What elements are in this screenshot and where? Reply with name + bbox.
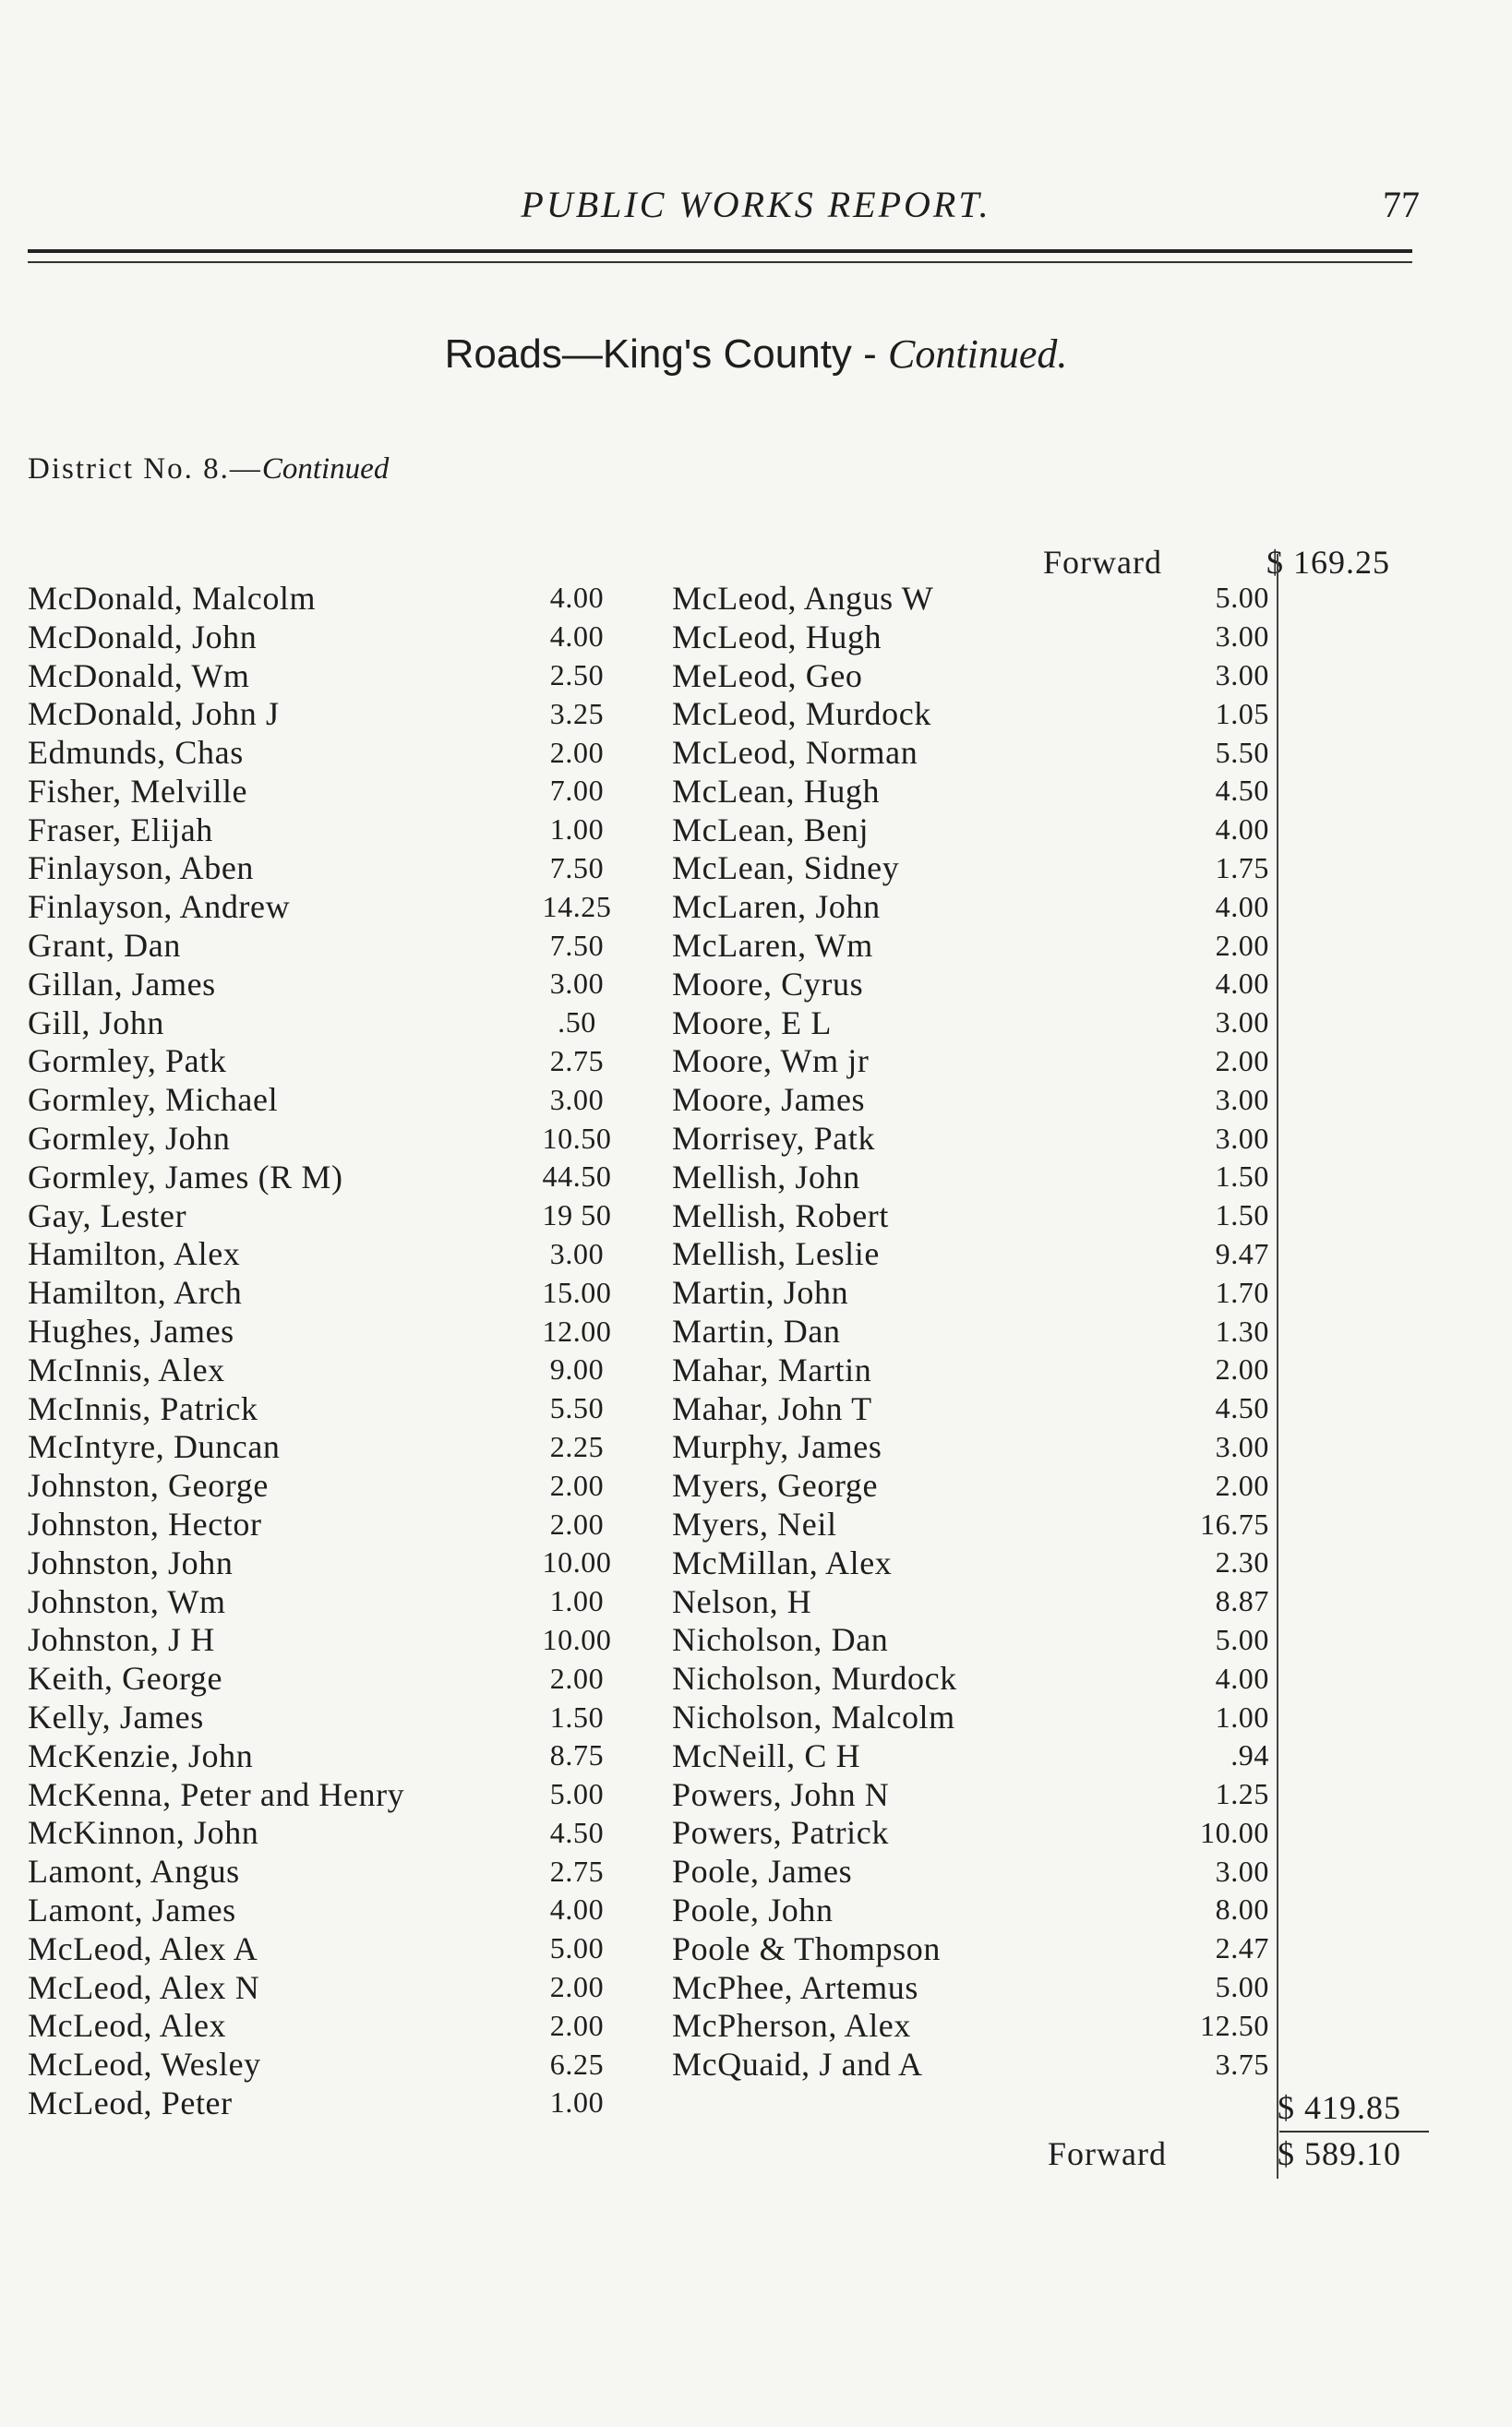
ledger-row xyxy=(28,656,628,695)
ledger-row xyxy=(28,1544,628,1582)
entry-name: McLeod, Norman xyxy=(672,734,918,772)
ledger-row xyxy=(672,1698,1277,1736)
entry-amount: 2.00 xyxy=(1215,1352,1269,1387)
ledger-row xyxy=(28,1505,628,1544)
entry-name: Keith, George xyxy=(28,1660,223,1698)
entry-name: Kelly, James xyxy=(28,1699,204,1736)
entry-amount: 16.75 xyxy=(1200,1507,1269,1541)
entry-amount: 8.00 xyxy=(1215,1892,1269,1927)
entry-amount: 15.00 xyxy=(542,1275,612,1309)
header-rule-thick xyxy=(28,249,1412,253)
entry-name: Mellish, Leslie xyxy=(672,1235,880,1273)
entry-amount: 19 50 xyxy=(542,1198,612,1232)
ledger-row xyxy=(672,1273,1277,1312)
entry-amount: 3.00 xyxy=(549,1082,605,1116)
entry-name: Gill, John xyxy=(28,1003,165,1041)
entry-name: Hamilton, Alex xyxy=(28,1235,241,1273)
district-continued: Continued xyxy=(261,452,390,486)
entry-name: Gillan, James xyxy=(28,965,216,1003)
ledger-row xyxy=(672,811,1277,849)
ledger-row xyxy=(28,1968,628,2007)
entry-name: McPhee, Artemus xyxy=(672,1968,918,2006)
entry-amount: 3.00 xyxy=(1215,1121,1269,1155)
ledger-row xyxy=(672,1544,1277,1582)
ledger-row xyxy=(28,1775,628,1814)
ledger-row xyxy=(672,1466,1277,1505)
entry-amount: 3.25 xyxy=(549,696,605,730)
ledger-row xyxy=(672,2006,1277,2045)
entry-name: McKenzie, John xyxy=(28,1736,254,1774)
entry-name: Murphy, James xyxy=(672,1428,882,1466)
entry-amount: 10.50 xyxy=(542,1121,612,1155)
ledger-row xyxy=(672,1196,1277,1235)
entry-name: McKenna, Peter and Henry xyxy=(28,1775,405,1813)
entry-amount: 2.00 xyxy=(549,2008,605,2042)
entry-name: Hamilton, Arch xyxy=(28,1274,243,1312)
entry-name: Nicholson, Dan xyxy=(672,1621,889,1659)
ledger-row xyxy=(28,926,628,965)
entry-name: McLaren, Wm xyxy=(672,927,873,965)
entry-name: Poole, James xyxy=(672,1853,853,1891)
entry-name: Mahar, Martin xyxy=(672,1351,872,1388)
entry-amount: 10.00 xyxy=(542,1622,612,1656)
ledger-row xyxy=(28,1042,628,1081)
ledger-row xyxy=(28,579,628,618)
subtotal-rule xyxy=(1279,2131,1429,2133)
ledger-row xyxy=(28,1929,628,1968)
entry-name: Martin, Dan xyxy=(672,1313,841,1351)
entry-name: Grant, Dan xyxy=(28,927,181,965)
entry-amount: 1.70 xyxy=(1215,1275,1269,1309)
section-title xyxy=(0,330,1512,378)
entry-amount: 4.00 xyxy=(549,619,605,654)
entry-amount: 44.50 xyxy=(542,1159,612,1194)
entry-amount: 2.75 xyxy=(549,1043,605,1077)
ledger-row xyxy=(672,1158,1277,1196)
entry-name: McInnis, Alex xyxy=(28,1351,225,1388)
entry-name: McLeod, Murdock xyxy=(672,695,931,733)
entry-amount: 4.00 xyxy=(1215,967,1269,1001)
entry-name: Gormley, John xyxy=(28,1120,231,1158)
district-heading xyxy=(28,452,389,487)
entry-name: Moore, James xyxy=(672,1081,866,1119)
ledger-row xyxy=(28,2084,628,2122)
forward-top-label: Forward xyxy=(1043,544,1162,581)
entry-name: McLeod, Angus W xyxy=(672,579,934,617)
entry-amount: 1.00 xyxy=(549,812,605,847)
ledger-row xyxy=(672,1312,1277,1351)
entry-name: Johnston, J H xyxy=(28,1621,215,1659)
entry-name: Moore, Wm jr xyxy=(672,1042,870,1080)
entry-name: Powers, Patrick xyxy=(672,1814,889,1852)
ledger-row xyxy=(672,1814,1277,1853)
ledger-row xyxy=(28,1196,628,1235)
entry-amount: 4.50 xyxy=(1215,1391,1269,1425)
entry-amount: 10.00 xyxy=(542,1545,612,1580)
ledger-row xyxy=(28,733,628,772)
page-number: 77 xyxy=(1383,184,1420,225)
entry-name: McDonald, John J xyxy=(28,695,280,733)
entry-amount: 8.75 xyxy=(549,1738,605,1772)
ledger-row xyxy=(28,965,628,1003)
entry-name: McLean, Sidney xyxy=(672,849,900,887)
ledger-row xyxy=(28,1158,628,1196)
entry-amount: 5.00 xyxy=(549,1931,605,1965)
entry-amount: 2.00 xyxy=(1215,1468,1269,1502)
entry-amount: 1.00 xyxy=(549,1584,605,1618)
entry-amount: 1.50 xyxy=(1215,1159,1269,1194)
entry-amount: 3.00 xyxy=(549,1236,605,1270)
forward-top-amount: $ 169.25 xyxy=(1266,544,1390,581)
ledger-row xyxy=(28,849,628,888)
ledger-row xyxy=(28,618,628,656)
entry-name: Martin, John xyxy=(672,1274,849,1312)
entry-amount: 7.00 xyxy=(549,774,605,808)
entry-name: Myers, George xyxy=(672,1467,879,1505)
section-title-continued: Continued. xyxy=(888,331,1068,377)
entry-name: Nicholson, Murdock xyxy=(672,1660,957,1698)
entry-amount: 1.25 xyxy=(1215,1777,1269,1811)
entry-amount: 3.75 xyxy=(1215,2047,1269,2081)
entry-amount: 1.30 xyxy=(1215,1314,1269,1348)
entry-name: McLaren, John xyxy=(672,888,881,926)
entry-amount: 2.25 xyxy=(549,1429,605,1463)
entry-name: Mahar, John T xyxy=(672,1389,872,1427)
ledger-row xyxy=(672,1929,1277,1968)
entry-name: McLean, Benj xyxy=(672,811,870,848)
ledger-row xyxy=(28,772,628,811)
ledger-row xyxy=(672,965,1277,1003)
entry-name: McNeill, C H xyxy=(672,1736,861,1774)
entry-name: Gay, Lester xyxy=(28,1196,187,1234)
entry-amount: 5.00 xyxy=(549,1777,605,1811)
entry-amount: 2.75 xyxy=(549,1854,605,1888)
entry-amount: .94 xyxy=(1230,1738,1269,1772)
ledger-row xyxy=(672,772,1277,811)
entry-amount: 14.25 xyxy=(542,889,612,923)
entry-name: Johnston, Hector xyxy=(28,1506,262,1544)
entry-amount: 8.87 xyxy=(1215,1584,1269,1618)
entry-amount: 1.50 xyxy=(1215,1198,1269,1232)
ledger-row xyxy=(672,926,1277,965)
ledger-row xyxy=(28,1852,628,1891)
running-head xyxy=(0,183,1512,229)
ledger-row xyxy=(672,1968,1277,2007)
ledger-row xyxy=(672,618,1277,656)
entry-name: Finlayson, Andrew xyxy=(28,888,291,926)
entry-amount: 4.50 xyxy=(549,1815,605,1849)
entry-amount: 3.00 xyxy=(1215,657,1269,691)
ledger-row xyxy=(28,1659,628,1698)
entry-amount: 1.50 xyxy=(549,1700,605,1734)
entry-name: Mellish, John xyxy=(672,1158,860,1195)
ledger-row xyxy=(672,1505,1277,1544)
entry-amount: 2.00 xyxy=(549,1661,605,1695)
entry-amount: 1.00 xyxy=(549,2085,605,2120)
forward-bottom-label: Forward xyxy=(1048,2135,1167,2172)
entry-name: McQuaid, J and A xyxy=(672,2046,923,2084)
ledger-row xyxy=(28,2006,628,2045)
ledger-row xyxy=(672,1351,1277,1389)
entry-name: Lamont, Angus xyxy=(28,1853,240,1891)
entry-name: Gormley, James (R M) xyxy=(28,1158,343,1195)
entry-name: McDonald, John xyxy=(28,618,258,655)
ledger-row xyxy=(672,1080,1277,1119)
entry-amount: 7.50 xyxy=(549,928,605,962)
ledger-row xyxy=(672,1852,1277,1891)
ledger-row xyxy=(28,1698,628,1736)
ledger-row xyxy=(672,1119,1277,1158)
entry-amount: 9.47 xyxy=(1215,1236,1269,1270)
entry-name: Gormley, Patk xyxy=(28,1042,227,1080)
forward-bottom-amount: $ 589.10 xyxy=(1278,2135,1401,2172)
ledger-row xyxy=(672,1736,1277,1775)
entry-amount: .50 xyxy=(558,1005,596,1039)
ledger-row xyxy=(28,1003,628,1042)
ledger-row xyxy=(672,849,1277,888)
entry-name: Lamont, James xyxy=(28,1892,236,1928)
ledger-row xyxy=(672,1891,1277,1929)
ledger-row xyxy=(28,1119,628,1158)
entry-amount: 2.00 xyxy=(549,1507,605,1541)
entry-amount: 3.00 xyxy=(1215,1005,1269,1039)
entry-name: Myers, Neil xyxy=(672,1506,837,1544)
entry-name: Moore, Cyrus xyxy=(672,965,864,1003)
ledger-row xyxy=(28,1080,628,1119)
entry-name: Johnston, John xyxy=(28,1544,234,1581)
ledger-row xyxy=(672,694,1277,733)
entry-name: McPherson, Alex xyxy=(672,2007,911,2045)
entry-amount: 12.00 xyxy=(542,1314,612,1348)
ledger-row xyxy=(28,1582,628,1621)
ledger-row xyxy=(28,1235,628,1274)
entry-name: Morrisey, Patk xyxy=(672,1120,876,1158)
section-title-main: Roads—King's County - xyxy=(444,331,877,377)
entry-name: Gormley, Michael xyxy=(28,1081,279,1119)
entry-amount: 7.50 xyxy=(549,850,605,884)
entry-amount: 2.47 xyxy=(1215,1931,1269,1965)
running-title: PUBLIC WORKS REPORT. xyxy=(521,184,991,225)
entry-name: McIntyre, Duncan xyxy=(28,1428,281,1466)
entry-amount: 6.25 xyxy=(549,2047,605,2081)
entry-name: McInnis, Patrick xyxy=(28,1389,258,1427)
entry-name: Mellish, Robert xyxy=(672,1196,889,1234)
entry-name: McLean, Hugh xyxy=(672,772,881,810)
entry-amount: 5.50 xyxy=(549,1391,605,1425)
entry-amount: 9.00 xyxy=(549,1352,605,1387)
entry-amount: 4.00 xyxy=(1215,812,1269,847)
header-rule-thin xyxy=(28,261,1412,263)
entry-name: Nelson, H xyxy=(672,1582,812,1620)
ledger-row xyxy=(28,1621,628,1660)
entry-name: McKinnon, John xyxy=(28,1814,259,1852)
ledger-row xyxy=(672,1389,1277,1428)
entry-name: Finlayson, Aben xyxy=(28,849,255,887)
subtotal-amount: $ 419.85 xyxy=(1278,2089,1401,2126)
ledger-row xyxy=(672,656,1277,695)
ledger-row xyxy=(28,1891,628,1929)
entry-name: McLeod, Peter xyxy=(28,2084,233,2121)
ledger-row xyxy=(28,1273,628,1312)
ledger-row xyxy=(28,1736,628,1775)
ledger-row xyxy=(672,1659,1277,1698)
ledger-row xyxy=(672,1042,1277,1081)
ledger-row xyxy=(28,694,628,733)
ledger-row xyxy=(28,1428,628,1467)
ledger-row xyxy=(672,579,1277,618)
ledger-row xyxy=(672,733,1277,772)
entry-name: McLeod, Alex A xyxy=(28,1929,258,1967)
entry-amount: 1.00 xyxy=(1215,1700,1269,1734)
ledger-row xyxy=(672,2045,1277,2084)
entry-name: Fraser, Elijah xyxy=(28,811,213,848)
entry-name: McLeod, Alex N xyxy=(28,1968,260,2006)
ledger-row xyxy=(28,1351,628,1389)
ledger-row xyxy=(28,1389,628,1428)
entry-amount: 3.00 xyxy=(549,967,605,1001)
entry-name: McDonald, Malcolm xyxy=(28,579,317,617)
entry-name: Nicholson, Malcolm xyxy=(672,1699,955,1736)
entry-name: McLeod, Wesley xyxy=(28,2046,261,2084)
entry-amount: 5.50 xyxy=(1215,735,1269,769)
entry-amount: 3.00 xyxy=(1215,619,1269,654)
entry-name: McLeod, Hugh xyxy=(672,618,882,655)
entry-amount: 5.00 xyxy=(1215,581,1269,615)
entry-name: Fisher, Melville xyxy=(28,772,248,810)
entry-amount: 4.50 xyxy=(1215,774,1269,808)
ledger-row xyxy=(672,1621,1277,1660)
entry-amount: 3.00 xyxy=(1215,1429,1269,1463)
entry-name: McDonald, Wm xyxy=(28,656,250,694)
entry-amount: 10.00 xyxy=(1200,1815,1269,1849)
ledger-row xyxy=(672,1235,1277,1274)
ledger-row xyxy=(28,1312,628,1351)
entry-name: McLeod, Alex xyxy=(28,2007,227,2045)
entry-name: Poole, John xyxy=(672,1892,834,1928)
entry-name: Poole & Thompson xyxy=(672,1929,941,1967)
entry-amount: 2.00 xyxy=(549,1468,605,1502)
entry-name: Johnston, George xyxy=(28,1467,269,1505)
district-label: District No. 8.— xyxy=(28,452,262,486)
entry-amount: 5.00 xyxy=(1215,1622,1269,1656)
entry-amount: 1.05 xyxy=(1215,696,1269,730)
amount-column-rule xyxy=(1277,554,1278,2179)
left-ledger-column xyxy=(28,579,628,2122)
ledger-row xyxy=(672,1003,1277,1042)
ledger-row xyxy=(672,1582,1277,1621)
ledger-row xyxy=(28,2045,628,2084)
entry-name: MeLeod, Geo xyxy=(672,656,863,694)
entry-name: Hughes, James xyxy=(28,1313,234,1351)
entry-amount: 3.00 xyxy=(1215,1854,1269,1888)
entry-amount: 4.00 xyxy=(1215,889,1269,923)
entry-amount: 2.30 xyxy=(1215,1545,1269,1580)
ledger-row xyxy=(28,1466,628,1505)
entry-amount: 4.00 xyxy=(549,581,605,615)
entry-amount: 2.00 xyxy=(549,1970,605,2004)
ledger-row xyxy=(28,887,628,926)
ledger-row xyxy=(672,1428,1277,1467)
entry-name: Edmunds, Chas xyxy=(28,734,244,772)
entry-amount: 2.00 xyxy=(1215,1043,1269,1077)
entry-amount: 5.00 xyxy=(1215,1970,1269,2004)
ledger-row xyxy=(672,887,1277,926)
entry-amount: 12.50 xyxy=(1200,2008,1269,2042)
entry-amount: 4.00 xyxy=(549,1892,605,1927)
entry-name: Moore, E L xyxy=(672,1003,832,1041)
ledger-row xyxy=(28,811,628,849)
entry-amount: 1.75 xyxy=(1215,850,1269,884)
ledger-row xyxy=(28,1814,628,1853)
entry-amount: 2.00 xyxy=(1215,928,1269,962)
entry-amount: 2.00 xyxy=(549,735,605,769)
entry-amount: 2.50 xyxy=(549,657,605,691)
ledger-row xyxy=(672,1775,1277,1814)
entry-amount: 3.00 xyxy=(1215,1082,1269,1116)
entry-name: Powers, John N xyxy=(672,1775,890,1813)
right-ledger-column xyxy=(672,579,1277,2084)
entry-name: Johnston, Wm xyxy=(28,1582,226,1620)
entry-amount: 4.00 xyxy=(1215,1661,1269,1695)
entry-name: McMillan, Alex xyxy=(672,1544,893,1581)
